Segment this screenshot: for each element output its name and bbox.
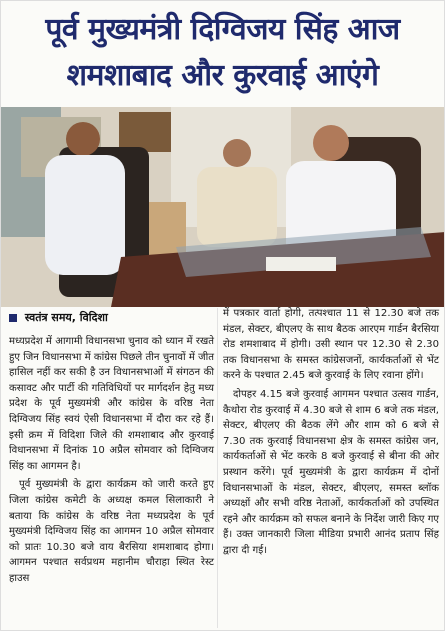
news-photo	[1, 107, 445, 307]
headline-line-1: पूर्व मुख्यमंत्री दिग्विजय सिंह आज	[45, 12, 400, 47]
headline	[1, 1, 444, 107]
column-divider	[217, 308, 218, 628]
article-column-left	[9, 334, 214, 590]
news-photo-illustration	[1, 107, 445, 307]
article-paragraph: में पत्रकार वार्ता होगी, तत्पश्चात 11 से 12.30 बजे तक मंडल, सेक्टर, बीएलए के साथ बैठक आरएम गार्डन बैरसिया रोड शमशाबाद में होगी। उसी स्थान पर 12.30 से 2.30 तक विधानसभा के समस्त कांग्रेसजनों, कार्यकर्ताओं से भेंट करने के पश्चात 2.45 बजे कुरवाई के लिए रवाना होंगे।	[223, 308, 439, 382]
byline-marker-icon	[9, 314, 17, 322]
article-paragraph: पूर्व मुख्यमंत्री के द्वारा कार्यक्रम को जारी करते हुए जिला कांग्रेस कमेटी के अध्यक्ष कमल सिलाकारी ने बताया कि कांग्रेस के वरिष्ठ नेता मध्यप्रदेश के पूर्व मुख्यमंत्री दिग्विजय सिंह का आगमन 10 अप्रैल सोमवार को प्रातः 10.30 बजे वाय बैरसिया शमशाबाद होगा। आगमन पश्चात सर्वप्रथम महानीम चौराहा स्थित रेस्ट हाउस	[9, 479, 214, 584]
article-paragraph: मध्यप्रदेश में आगामी विधानसभा चुनाव को ध्यान में रखते हुए जिन विधानसभा में कांग्रेस पिछले तीन चुनावों में जीत हासिल नहीं कर सकी है उन विधानसभाओं में संगठन की कसावट और पार्टी की गतिविधियों पर मार्गदर्शन हेतु मध्य प्रदेश के पूर्व मुख्यमंत्री और कांग्रेस के वरिष्ठ नेता दिग्विजय सिंह स्वयं ऐसी विधानसभा में दौरा कर रहे हैं। इसी क्रम में विदिशा जिले की शमशाबाद और कुरवाई विधानसभा में दिनांक 10 अप्रैल सोमवार को दिग्विजय सिंह का आगमन है।	[9, 336, 214, 472]
byline-text: स्वतंत्र समय, विदिशा	[24, 311, 108, 324]
headline-line-2: शमशाबाद और कुरवाई आएंगे	[66, 58, 379, 93]
article-column-right	[223, 306, 439, 562]
article-paragraph: दोपहर 4.15 बजे कुरवाई आगमन पश्चात उत्सव गार्डन, कैथोरा रोड कुरवाई में 4.30 बजे से शाम 6 बजे तक मंडल, सेक्टर, बीएलए की बैठक लेंगे और शाम को 6 बजे से 7.30 तक कुरवाई विधानसभा क्षेत्र के समस्त कांग्रेस जन, कार्यकर्ताओं से भेंट करके 8 बजे कुरवाई से बीना की ओर प्रस्थान करेंगे। पूर्व मुख्यमंत्री के द्वारा कार्यक्रम में दोनों विधानसभाओं के मंडल, सेक्टर, बीएलए, समस्त ब्लॉक अध्यक्षों और सभी वरिष्ठ नेताओं, कार्यकर्ताओं को उपस्थित रहने और कार्यक्रम को सफल बनाने के निर्देश जारी किए गए हैं। उक्त जानकारी जिला मीडिया प्रभारी आनंद प्रताप सिंह द्वारा दी गई।	[223, 388, 439, 556]
byline	[9, 308, 214, 328]
